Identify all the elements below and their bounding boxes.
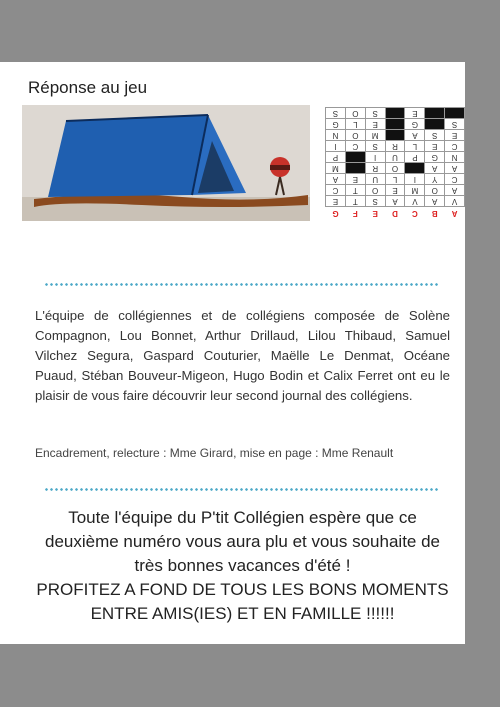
grid-cell: C xyxy=(345,141,365,152)
grid-cell: E xyxy=(425,141,445,152)
grid-cell: C xyxy=(326,185,346,196)
grid-cell: A xyxy=(405,130,425,141)
grid-cell: L xyxy=(405,141,425,152)
grid-cell: A xyxy=(425,163,445,174)
grid-column-letter: F xyxy=(352,208,358,218)
grid-cell: G xyxy=(405,119,425,130)
grid-cell: V xyxy=(445,196,465,207)
grid-cell: Y xyxy=(425,174,445,185)
grid-column-letter: G xyxy=(332,208,339,218)
grid-cell: E xyxy=(365,119,385,130)
grid-cell: M xyxy=(365,130,385,141)
grid-cell: R xyxy=(365,163,385,174)
grid-cell: E xyxy=(405,108,425,119)
grid-cell: T xyxy=(345,196,365,207)
grid-cell xyxy=(445,108,465,119)
grid-cell: G xyxy=(425,152,445,163)
dotted-divider xyxy=(44,283,440,286)
grid-cell: I xyxy=(326,141,346,152)
grid-column-letter: E xyxy=(372,208,378,218)
grid-cell: C xyxy=(445,174,465,185)
grid-cell: A xyxy=(445,163,465,174)
grid-cell xyxy=(385,119,405,130)
grid-cell: O xyxy=(385,163,405,174)
grid-cell: L xyxy=(385,174,405,185)
closing-message xyxy=(20,506,465,626)
grid-cell: G xyxy=(326,119,346,130)
grid-cell xyxy=(385,130,405,141)
grid-cell: P xyxy=(326,152,346,163)
grid-cell xyxy=(345,152,365,163)
grid-cell: A xyxy=(445,185,465,196)
grid-cell: L xyxy=(345,119,365,130)
tent-drawing xyxy=(22,105,310,221)
team-paragraph: L'équipe de collégiennes et de collégiens composée de Solène Compagnon, Lou Bonnet, Arthur Drillaud, Lilou Thibaud, Samuel Vilchez Segura, Gaspard Couturier, Maëlle Le Denmat, Océane Puaud, Stéban Bouveur-Migeon, Hugo Bodin et Calix Ferret ont eu le plaisir de vous faire découvrir leur second journal des collégiens. xyxy=(35,308,450,403)
grid-column-letter: A xyxy=(451,208,458,218)
grid-cell: I xyxy=(405,174,425,185)
grid-column-letter: C xyxy=(412,208,418,218)
grid-cell: V xyxy=(405,196,425,207)
grid-cell: E xyxy=(345,174,365,185)
grid-cell: S xyxy=(326,108,346,119)
grid-cell: N xyxy=(326,130,346,141)
closing-line: ENTRE AMIS(IES) ET EN FAMILLE !!!!!! xyxy=(90,604,395,623)
page-title: Réponse au jeu xyxy=(28,78,148,97)
crossword-answer-grid xyxy=(325,108,465,218)
grid-cell: M xyxy=(405,185,425,196)
closing-line: PROFITEZ A FOND DE TOUS LES BONS MOMENTS xyxy=(36,580,449,599)
closing-line: très bonnes vacances d'été ! xyxy=(134,556,351,575)
dotted-divider xyxy=(44,488,440,491)
document-page xyxy=(0,62,465,644)
grid-cell xyxy=(425,108,445,119)
tent-illustration xyxy=(22,105,310,221)
grid-column-letter: B xyxy=(431,208,438,218)
grid-cell: S xyxy=(365,108,385,119)
grid-cell: C xyxy=(445,141,465,152)
grid-cell: S xyxy=(365,196,385,207)
grid-cell: M xyxy=(326,163,346,174)
grid-column-letter: D xyxy=(392,208,398,218)
grid-cell: P xyxy=(405,152,425,163)
grid-cell xyxy=(345,163,365,174)
grid-cell: U xyxy=(365,174,385,185)
grid-cell: I xyxy=(365,152,385,163)
grid-cell: E xyxy=(385,185,405,196)
grid-cell: S xyxy=(445,119,465,130)
grid-cell: R xyxy=(385,141,405,152)
grid-cell: E xyxy=(326,196,346,207)
grid-cell xyxy=(405,163,425,174)
grid-cell: O xyxy=(345,108,365,119)
grid-cell xyxy=(425,119,445,130)
grid-cell: O xyxy=(345,130,365,141)
grid-cell: N xyxy=(445,152,465,163)
closing-line: Toute l'équipe du P'tit Collégien espère que ce xyxy=(68,508,417,527)
grid-cell xyxy=(385,108,405,119)
grid-cell: O xyxy=(365,185,385,196)
grid-cell: E xyxy=(445,130,465,141)
grid-cell: A xyxy=(425,196,445,207)
grid-cell: O xyxy=(425,185,445,196)
grid-cell: A xyxy=(385,196,405,207)
grid-cell: S xyxy=(425,130,445,141)
grid-cell: S xyxy=(365,141,385,152)
grid-cell: T xyxy=(345,185,365,196)
grid-cell: U xyxy=(385,152,405,163)
crossword-table xyxy=(325,108,465,219)
grid-cell: A xyxy=(326,174,346,185)
closing-line: deuxième numéro vous aura plu et vous souhaite de xyxy=(44,532,441,551)
credits-line: Encadrement, relecture : Mme Girard, mise en page : Mme Renault xyxy=(35,446,394,460)
